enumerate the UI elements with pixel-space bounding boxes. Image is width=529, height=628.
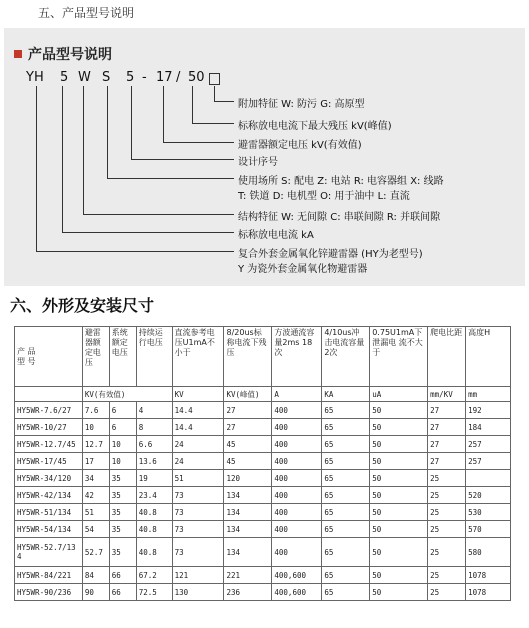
unit-kv-peak: KV(峰值) (224, 387, 272, 402)
table-row (15, 402, 511, 419)
desc-residual-voltage: 标称放电电流下最大残压 kV(峰值) (238, 121, 392, 132)
bracket-line (131, 159, 234, 160)
feature-box (209, 73, 220, 85)
table-cell: 27 (224, 419, 272, 436)
table-row (15, 419, 511, 436)
table-cell: 50 (370, 402, 428, 419)
table-cell: 6.6 (136, 436, 172, 453)
unit-mm: mm (466, 387, 511, 402)
table-row (15, 470, 511, 487)
table-cell: 65 (322, 584, 370, 601)
spec-table (14, 326, 511, 601)
th-impulse-current: 4/10us冲击电流容量2次 (322, 327, 370, 387)
bracket-line (36, 86, 37, 251)
table-cell: 6 (109, 402, 136, 419)
unit-cell (15, 387, 83, 402)
table-cell: 4 (136, 402, 172, 419)
table-cell: 50 (370, 453, 428, 470)
desc-usage-place: 使用场所 S: 配电 Z: 电站 R: 电容器组 X: 线路 (238, 176, 444, 187)
bracket-line (107, 178, 234, 179)
table-cell: 67.2 (136, 567, 172, 584)
th-height: 高度H (466, 327, 511, 387)
table-cell: 65 (322, 504, 370, 521)
table-row (15, 521, 511, 538)
table-cell: 73 (172, 487, 224, 504)
table-cell: 14.4 (172, 419, 224, 436)
table-cell: 400 (272, 453, 322, 470)
table-cell: 236 (224, 584, 272, 601)
table-cell: 84 (82, 567, 109, 584)
table-cell: 14.4 (172, 402, 224, 419)
th-arrester-rated-voltage: 避雷器额定电压 (82, 327, 109, 387)
code-slash: / (176, 70, 181, 85)
table-cell: 34 (82, 470, 109, 487)
table-cell: 580 (466, 538, 511, 567)
panel-title-text: 产品型号说明 (28, 47, 112, 63)
table-unit-row (15, 387, 511, 402)
table-cell: 134 (224, 504, 272, 521)
table-row (15, 538, 511, 567)
table-cell-model: HY5WR-52.7/134 (15, 538, 83, 567)
table-cell: 65 (322, 402, 370, 419)
th-creepage: 爬电比距 (428, 327, 466, 387)
desc-structure: 结构特征 W: 无间隙 C: 串联间隙 R: 并联间隙 (238, 212, 441, 223)
th-continuous-voltage: 持续运行电压 (136, 327, 172, 387)
code-yh: YH (26, 70, 44, 85)
th-system-rated-voltage: 系统额定电压 (109, 327, 136, 387)
table-header-row (15, 327, 511, 387)
table-cell: 50 (370, 538, 428, 567)
bracket-line (62, 86, 63, 232)
table-cell-model: HY5WR-54/134 (15, 521, 83, 538)
unit-kv: KV (172, 387, 224, 402)
table-cell-model: HY5WR-7.6/27 (15, 402, 83, 419)
bracket-line (163, 86, 164, 142)
table-cell: 65 (322, 453, 370, 470)
table-cell: 25 (428, 567, 466, 584)
table-body (15, 402, 511, 601)
table-cell: 8 (136, 419, 172, 436)
table-cell: 400 (272, 402, 322, 419)
table-cell: 25 (428, 487, 466, 504)
bracket-line (192, 86, 193, 123)
table-cell: 25 (428, 584, 466, 601)
code-17: 17 (156, 70, 173, 85)
table-cell: 6 (109, 419, 136, 436)
code-5: 5 (60, 70, 69, 85)
table-cell: 400 (272, 521, 322, 538)
table-cell: 24 (172, 436, 224, 453)
code-s: S (102, 70, 111, 85)
desc-porcelain-housing: Y 为瓷外套金属氧化物避雷器 (238, 264, 368, 275)
table-cell: 25 (428, 504, 466, 521)
table-cell: 134 (224, 487, 272, 504)
bracket-line (36, 251, 234, 252)
table-cell: 10 (109, 436, 136, 453)
desc-usage-place-2: T: 铁道 D: 电机型 O: 用于油中 L: 直流 (238, 191, 410, 202)
table-cell: 40.8 (136, 521, 172, 538)
unit-mm-kv: mm/KV (428, 387, 466, 402)
table-cell: 25 (428, 538, 466, 567)
table-cell: 50 (370, 504, 428, 521)
table-cell: 17 (82, 453, 109, 470)
table-cell: 24 (172, 453, 224, 470)
table-cell: 65 (322, 567, 370, 584)
table-cell: 50 (370, 521, 428, 538)
section6-title: 六、外形及安装尺寸 (10, 296, 155, 315)
table-row (15, 567, 511, 584)
square-bullet-icon (14, 50, 22, 58)
unit-kv-rms: KV(有效值) (82, 387, 172, 402)
table-cell: 27 (428, 453, 466, 470)
table-cell: 65 (322, 487, 370, 504)
table-cell: 10 (109, 453, 136, 470)
bracket-line (163, 142, 234, 143)
table-cell: 1078 (466, 567, 511, 584)
bracket-line (131, 86, 132, 159)
table-cell: 65 (322, 419, 370, 436)
table-row (15, 487, 511, 504)
desc-design-number: 设计序号 (238, 157, 278, 168)
table-cell-model: HY5WR-51/134 (15, 504, 83, 521)
table-cell: 45 (224, 436, 272, 453)
table-cell: 23.4 (136, 487, 172, 504)
table-cell-model: HY5WR-42/134 (15, 487, 83, 504)
code-50: 50 (188, 70, 205, 85)
table-cell: 65 (322, 538, 370, 567)
table-cell: 134 (224, 538, 272, 567)
table-cell: 530 (466, 504, 511, 521)
table-cell: 72.5 (136, 584, 172, 601)
table-cell: 400 (272, 470, 322, 487)
table-cell: 73 (172, 521, 224, 538)
table-cell: 134 (224, 521, 272, 538)
table-cell-model: HY5WR-12.7/45 (15, 436, 83, 453)
table-cell: 35 (109, 487, 136, 504)
table-cell: 1078 (466, 584, 511, 601)
table-cell: 51 (82, 504, 109, 521)
table-cell: 73 (172, 504, 224, 521)
table-cell: 35 (109, 470, 136, 487)
table-cell: 66 (109, 567, 136, 584)
desc-additional-feature: 附加特征 W: 防污 G: 高原型 (238, 99, 365, 110)
th-model: 产 品 型 号 (15, 327, 83, 387)
table-cell: 12.7 (82, 436, 109, 453)
table-cell: 35 (109, 521, 136, 538)
table-cell: 400 (272, 538, 322, 567)
table-cell: 27 (224, 402, 272, 419)
code-dash: - (142, 70, 147, 85)
table-cell: 65 (322, 521, 370, 538)
th-leakage-current: 0.75U1mA下泄漏电 流不大于 (370, 327, 428, 387)
table-cell: 400 (272, 419, 322, 436)
th-square-wave-capacity: 方波通流容量2ms 18次 (272, 327, 322, 387)
th-dc-reference-voltage: 直流参考电压U1mA不小于 (172, 327, 224, 387)
table-row (15, 504, 511, 521)
table-cell: 400 (272, 436, 322, 453)
bracket-line (83, 86, 84, 214)
table-cell (466, 470, 511, 487)
table-cell: 50 (370, 567, 428, 584)
table-row (15, 453, 511, 470)
table-cell: 42 (82, 487, 109, 504)
table-cell: 50 (370, 584, 428, 601)
table-cell: 45 (224, 453, 272, 470)
table-cell: 27 (428, 436, 466, 453)
unit-ua: uA (370, 387, 428, 402)
table-cell: 130 (172, 584, 224, 601)
th-residual-voltage: 8/20us标称电流下残压 (224, 327, 272, 387)
bracket-line (192, 123, 234, 124)
table-cell: 90 (82, 584, 109, 601)
desc-composite-housing: 复合外套金属氧化锌避雷器 (HY为老型号) (238, 249, 423, 260)
table-cell: 257 (466, 436, 511, 453)
table-row (15, 436, 511, 453)
table-cell-model: HY5WR-90/236 (15, 584, 83, 601)
table-cell: 40.8 (136, 538, 172, 567)
table-cell: 65 (322, 436, 370, 453)
table-cell: 51 (172, 470, 224, 487)
bracket-line (107, 86, 108, 178)
table-cell: 25 (428, 521, 466, 538)
model-explanation-panel (4, 28, 525, 286)
table-cell: 257 (466, 453, 511, 470)
table-cell: 50 (370, 436, 428, 453)
table-cell: 35 (109, 504, 136, 521)
code-5b: 5 (126, 70, 135, 85)
table-cell: 35 (109, 538, 136, 567)
panel-title (14, 44, 112, 64)
table-cell-model: HY5WR-34/120 (15, 470, 83, 487)
table-cell: 400 (272, 487, 322, 504)
table-cell: 66 (109, 584, 136, 601)
section5-title: 五、产品型号说明 (38, 6, 135, 20)
bracket-line (214, 101, 234, 102)
table-cell-model: HY5WR-17/45 (15, 453, 83, 470)
table-cell: 27 (428, 402, 466, 419)
table-cell: 19 (136, 470, 172, 487)
table-cell: 184 (466, 419, 511, 436)
table-cell: 10 (82, 419, 109, 436)
desc-rated-voltage: 避雷器额定电压 kV(有效值) (238, 140, 362, 151)
bracket-line (214, 86, 215, 101)
code-w: W (78, 70, 91, 85)
table-cell: 400,600 (272, 567, 322, 584)
table-cell: 221 (224, 567, 272, 584)
table-cell: 120 (224, 470, 272, 487)
table-cell: 50 (370, 419, 428, 436)
table-cell: 40.8 (136, 504, 172, 521)
table-cell: 520 (466, 487, 511, 504)
table-cell: 192 (466, 402, 511, 419)
table-cell: 65 (322, 470, 370, 487)
table-cell: 121 (172, 567, 224, 584)
table-cell-model: HY5WR-10/27 (15, 419, 83, 436)
bracket-line (83, 214, 234, 215)
table-cell: 54 (82, 521, 109, 538)
table-cell: 27 (428, 419, 466, 436)
table-cell: 50 (370, 487, 428, 504)
table-cell-model: HY5WR-84/221 (15, 567, 83, 584)
desc-discharge-current: 标称放电电流 kA (238, 230, 314, 241)
unit-a: A (272, 387, 322, 402)
table-cell: 400,600 (272, 584, 322, 601)
table-cell: 25 (428, 470, 466, 487)
table-row (15, 584, 511, 601)
table-cell: 52.7 (82, 538, 109, 567)
table-cell: 7.6 (82, 402, 109, 419)
table-cell: 570 (466, 521, 511, 538)
table-cell: 50 (370, 470, 428, 487)
unit-ka: KA (322, 387, 370, 402)
bracket-line (62, 232, 234, 233)
table-cell: 73 (172, 538, 224, 567)
table-cell: 400 (272, 504, 322, 521)
table-cell: 13.6 (136, 453, 172, 470)
